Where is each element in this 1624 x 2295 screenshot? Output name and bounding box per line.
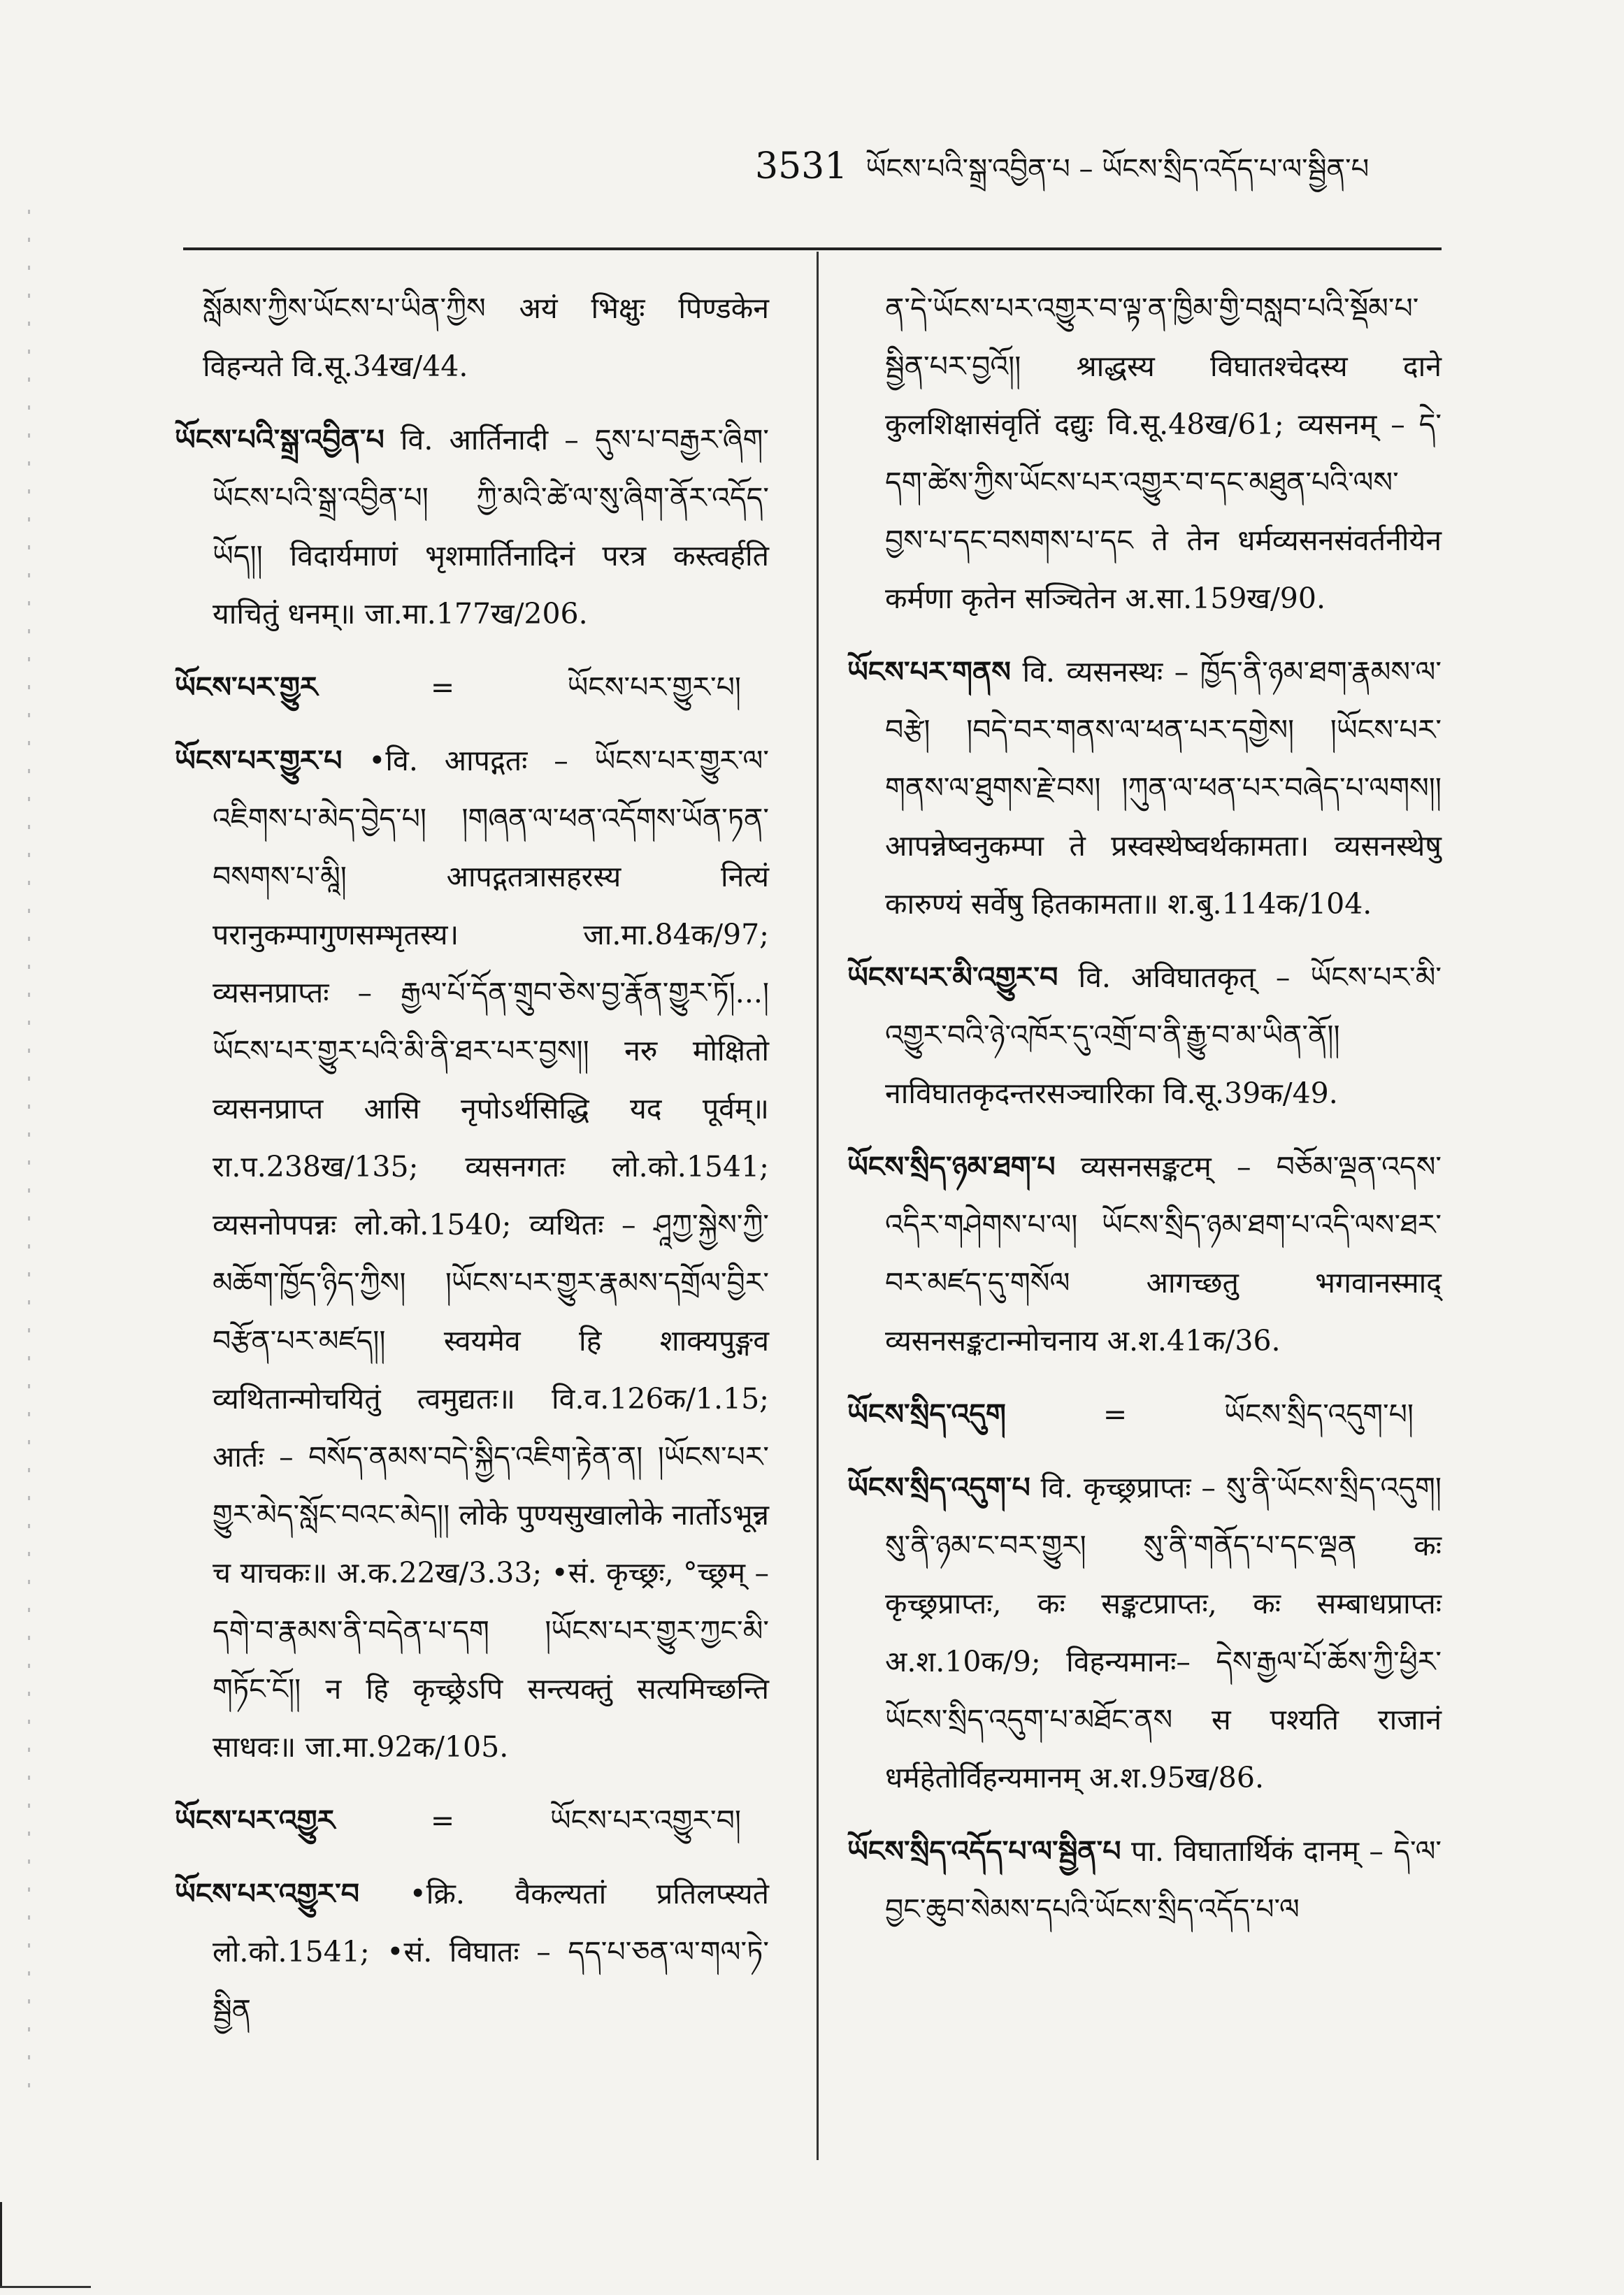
left-column	[175, 280, 769, 2055]
entry-body: •वि. आपद्गतः – ཡོངས་པར་གྱུར་ལ་འཇིགས་པ་མེད་བྱེད་པ། །གཞན་ལ་ཕན་འདོགས་ཡོན་ཏན་བསགས་པ་མཱི། आपद्गतत्रासहरस्य नित्यं परानुकम्पागुणसम्भृतस्य। जा.मा.84क/97; व्यसनप्राप्तः – རྒྱལ་པོ་དོན་གྲུབ་ཅེས་བྱ་རྣོན་གྱུར་ཏོ།...།ཡོངས་པར་གྱུར་པའི་མི་ནི་ཐར་པར་བྱས།། नरु मोक्षितो व्यसनप्राप्त आसि नृपोऽर्थसिद्धि यद पूर्वम्॥ रा.प.238ख/135; व्यसनगतः लो.को.1541; व्यसनोपपन्नः लो.को.1540; व्यथितः – ཤཱཀྱ་སྐྱེས་ཀྱི་མཆོག་ཁྱོད་ཉིད་ཀྱིས། །ཡོངས་པར་གྱུར་རྣམས་དགྲོལ་བྱིར་བརྩོན་པར་མཛད།། स्वयमेव हि शाक्यपुङ्गव व्यथितान्मोचयितुं त्वमुद्यतः॥ वि.व.126क/1.15; आर्तः – བསོད་ནམས་བདེ་སྐྱིད་འཇིག་རྟེན་ན། །ཡོངས་པར་གྱུར་མེད་སློང་བའང་མེད།། लोके पुण्यसुखालोके नार्तोऽभून्न च याचकः॥ अ.क.22ख/3.33; •सं. कृच्छ्रः, °च्छ्रम् – དགེ་བ་རྣམས་ནི་བདེན་པ་དག །ཡོངས་པར་གྱུར་ཀྱང་མི་གཏོང་ངོ།། न हि कृच्छ्रेऽपि सन्त्यक्तुं सत्यमिच्छन्ति साधवः॥ जा.मा.92क/105.	[213, 744, 769, 1764]
binding-edge-mark	[0, 2202, 91, 2288]
column-divider	[817, 252, 819, 2160]
dictionary-entry	[847, 643, 1442, 933]
entry-body: वि. अविघातकृत् – ཡོངས་པར་མི་འགྱུར་བའི་ཉེ་འཁོར་དུ་འགྲོ་བ་ནི་རྒྱུ་བ་མ་ཡིན་ནོ།། नाविघातकृदन्तरसञ्चारिका वि.सू.39क/49.	[885, 961, 1442, 1110]
entry-headword: ཡོངས་སྲིད་འདུག	[847, 1397, 1006, 1431]
page-number: 3531	[755, 145, 848, 187]
page-header	[755, 137, 1482, 186]
entry-continuation: སློམས་ཀྱིས་ཡོངས་པ་ཡིན་ཀྱིས अयं भिक्षुः पिण्डकेन विहन्यते वि.सू.34ख/44.	[203, 292, 769, 383]
xref-equals: =	[430, 1804, 455, 1837]
dictionary-entry	[175, 732, 769, 1776]
entry-headword: ཡོངས་སྲིད་འདུག་པ	[847, 1471, 1030, 1504]
entry-body: वि. व्यसनस्थः – ཁྱོད་ནི་ཉམ་ཐག་རྣམས་ལ་བརྩེ། །བདེ་བར་གནས་ལ་ཕན་པར་དགྱེས། །ཡོངས་པར་གནས་ལ་ཐུགས་རྗེ་བས། །ཀུན་ལ་ཕན་པར་བཞེད་པ་ལགས།། आपन्नेष्वनुकम्पा ते प्रस्वस्थेष्वर्थकामता। व्यसनस्थेषु कारुण्यं सर्वेषु हितकामता॥ श.बु.114क/104.	[885, 655, 1442, 921]
dictionary-entry	[175, 1865, 769, 2039]
entry-headword: ཡོངས་པར་གནས	[847, 655, 1011, 689]
header-rule	[183, 247, 1442, 250]
right-column	[847, 280, 1442, 1954]
entry-body: •क्रि. वैकल्यतां प्रतिलप्स्यते लो.को.1541; •सं. विघातः – དད་པ་ཅན་ལ་གལ་ཏེ་སྦྱིན	[213, 1877, 769, 2027]
xref-target: ཡོངས་པར་གྱུར་པ།	[567, 670, 741, 704]
entry-body: वि. आर्तिनादी – དུས་པ་བརྒྱར་ཞིག་ཡོངས་པའི་སྒྲ་འབྱིན་པ། ཀྱི་མའི་ཚེ་ལ་སུ་ཞིག་ནོར་འདོད་ཡོད།། विदार्यमाणं भृशमार्तिनादिनं परत्र कस्त्वर्हति याचितुं धनम्॥ जा.मा.177ख/206.	[213, 423, 769, 631]
entry-headword: ཡོངས་སྲིད་ཉམ་ཐག་པ	[847, 1150, 1056, 1184]
xref-equals: =	[1102, 1397, 1128, 1431]
dictionary-entry	[847, 1822, 1442, 1938]
entry-continuation: ན་དེ་ཡོངས་པར་འགྱུར་བ་ལྟ་ན་ཁྱིམ་གྱི་བསླབ་པའི་སྡོམ་པ་སྦྱིན་པར་བྱའོ།། श्राद्धस्य विघातश्चेदस्य दाने कुलशिक्षासंवृतिं दद्युः वि.सू.48ख/61; व्यसनम् – དེ་དག་ཚེས་ཀྱིས་ཡོངས་པར་འགྱུར་བ་དང་མཐུན་པའི་ལས་བྱས་པ་དང་བསགས་པ་དང ते तेन धर्मव्यसनसंवर्तनीयेन कर्मणा कृतेन सञ्चितेन अ.सा.159ख/90.	[885, 292, 1442, 615]
dictionary-entry	[847, 1138, 1442, 1370]
xref-target: ཡོངས་པར་འགྱུར་བ།	[549, 1804, 741, 1837]
entry-body: पा. विघातार्थिकं दानम् – དེ་ལ་བྱང་ཆུབ་སེམས་དཔའི་ཡོངས་སྲིད་འདོད་པ་ལ	[885, 1834, 1442, 1926]
running-head: ཡོངས་པའི་སྒྲ་འབྱིན་པ – ཡོངས་སྲིད་འདོད་པ་ལ་སྦྱིན་པ	[865, 153, 1370, 185]
entry-headword: ཡོངས་སྲིད་འདོད་པ་ལ་སྦྱིན་པ	[847, 1834, 1121, 1868]
dictionary-entry	[175, 411, 769, 643]
entry-headword: ཡོངས་པར་གྱུར་པ	[175, 744, 343, 777]
cross-reference-entry	[175, 1792, 769, 1850]
cross-reference-entry	[847, 1386, 1442, 1444]
cross-reference-entry	[175, 659, 769, 717]
entry-headword: ཡོངས་པར་གྱུར	[175, 670, 318, 704]
dictionary-entry	[847, 949, 1442, 1123]
entry-headword: ཡོངས་པར་མི་འགྱུར་བ	[847, 961, 1058, 994]
xref-equals: =	[430, 670, 455, 704]
scan-margin-marks	[28, 210, 30, 2097]
dictionary-entry	[847, 1459, 1442, 1807]
xref-target: ཡོངས་སྲིད་འདུག་པ།	[1224, 1397, 1414, 1431]
entry-headword: ཡོངས་པར་འགྱུར	[175, 1804, 336, 1837]
entry-headword: ཡོངས་པའི་སྒྲ་འབྱིན་པ	[175, 423, 385, 456]
entry-body: व्यसनसङ्कटम् – བཅོམ་ལྡན་འདས་འདིར་གཤེགས་པ་ལ། ཡོངས་སྲིད་ཉམ་ཐག་པ་འདི་ལས་ཐར་བར་མཛད་དུ་གསོལ आगच्छतु भगवानस्माद् व्यसनसङ्कटान्मोचनाय अ.श.41क/36.	[885, 1150, 1442, 1358]
entry-body: वि. कृच्छ्रप्राप्तः – སུ་ནི་ཡོངས་སྲིད་འདུག། སུ་ནི་ཉམ་ང་བར་གྱུར། སུ་ནི་གནོད་པ་དང་ལྡན कः कृच्छ्रप्राप्तः, कः सङ्कटप्राप्तः, कः सम्बाधप्राप्तः अ.श.10क/9; विहन्यमानः– དེས་རྒྱལ་པོ་ཆོས་ཀྱི་ཕྱིར་ཡོངས་སྲིད་འདུག་པ་མཐོང་ནས स पश्यति राजानं धर्महेतोर्विहन्यमानम् अ.श.95ख/86.	[885, 1471, 1442, 1794]
entry-headword: ཡོངས་པར་འགྱུར་བ	[175, 1877, 359, 1911]
